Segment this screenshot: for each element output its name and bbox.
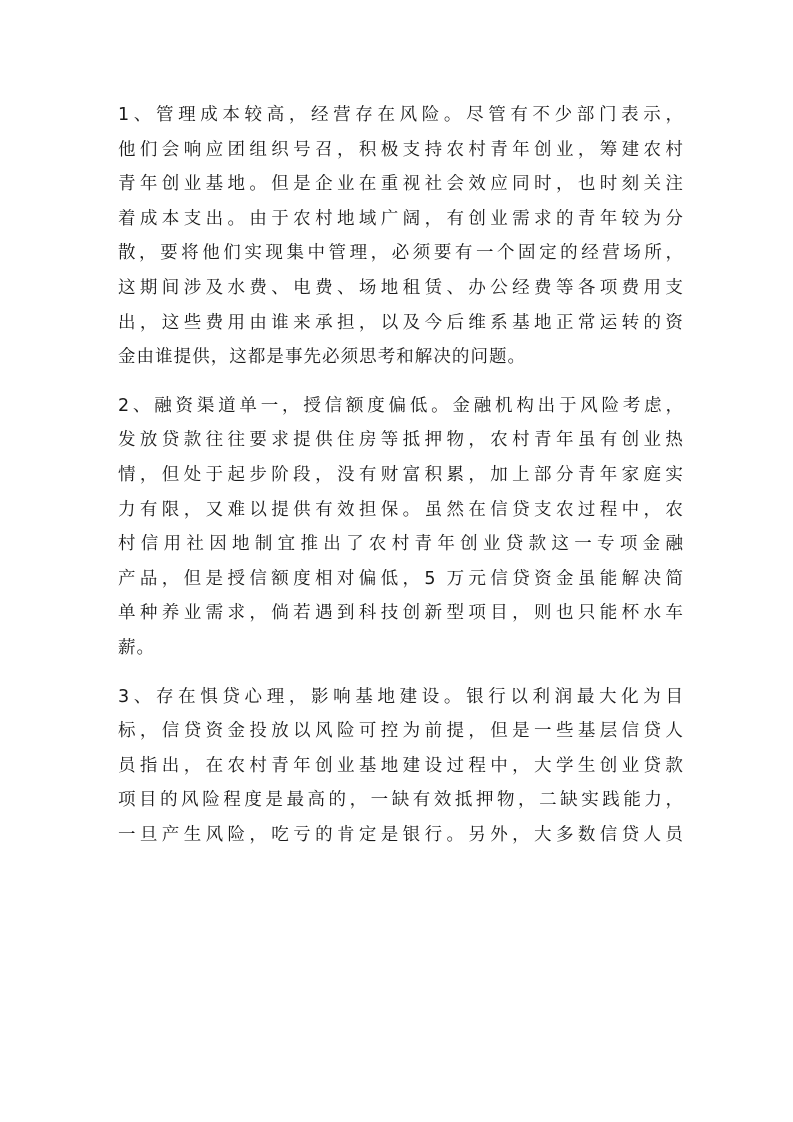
text-line: 员指出，在农村青年创业基地建设过程中，大学生创业贷款 <box>118 755 684 776</box>
text-line: 着成本支出。由于农村地域广阔，有创业需求的青年较为分 <box>118 208 684 229</box>
text-line: 薪。 <box>118 637 156 658</box>
text-line: 一旦产生风险，吃亏的肯定是银行。另外，大多数信贷人员 <box>118 824 684 845</box>
text-line: 出，这些费用由谁来承担，以及今后维系基地正常运转的资 <box>118 312 684 333</box>
text-line: 2、融资渠道单一，授信额度偏低。金融机构出于风险考虑， <box>118 395 684 416</box>
text-line: 散，要将他们实现集中管理，必须要有一个固定的经营场所， <box>118 243 684 264</box>
text-line: 项目的风险程度是最高的，一缺有效抵押物，二缺实践能力， <box>118 790 684 811</box>
text-line: 村信用社因地制宜推出了农村青年创业贷款这一专项金融 <box>118 534 684 555</box>
paragraph-1 <box>118 98 684 375</box>
text-line: 力有限，又难以提供有效担保。虽然在信贷支农过程中，农 <box>118 499 684 520</box>
text-line: 3、存在惧贷心理，影响基地建设。银行以利润最大化为目 <box>118 686 684 707</box>
text-line: 1、管理成本较高，经营存在风险。尽管有不少部门表示， <box>118 105 684 125</box>
text-line: 标，信贷资金投放以风险可控为前提，但是一些基层信贷人 <box>118 721 684 742</box>
text-line: 金由谁提供，这都是事先必须思考和解决的问题。 <box>118 347 527 368</box>
document-body <box>118 98 684 866</box>
text-line: 发放贷款往往要求提供住房等抵押物，农村青年虽有创业热 <box>118 430 684 451</box>
text-line: 这期间涉及水费、电费、场地租赁、办公经费等各项费用支 <box>118 277 684 298</box>
text-line: 青年创业基地。但是企业在重视社会效应同时，也时刻关注 <box>118 174 684 195</box>
text-line: 情，但处于起步阶段，没有财富积累，加上部分青年家庭实 <box>118 464 684 485</box>
text-line: 他们会响应团组织号召，积极支持农村青年创业，筹建农村 <box>118 139 684 160</box>
paragraph-2 <box>118 389 684 666</box>
paragraph-3 <box>118 680 684 853</box>
text-line: 产品，但是授信额度相对偏低，5 万元信贷资金虽能解决简 <box>118 568 684 589</box>
text-line: 单种养业需求，倘若遇到科技创新型项目，则也只能杯水车 <box>118 603 684 624</box>
